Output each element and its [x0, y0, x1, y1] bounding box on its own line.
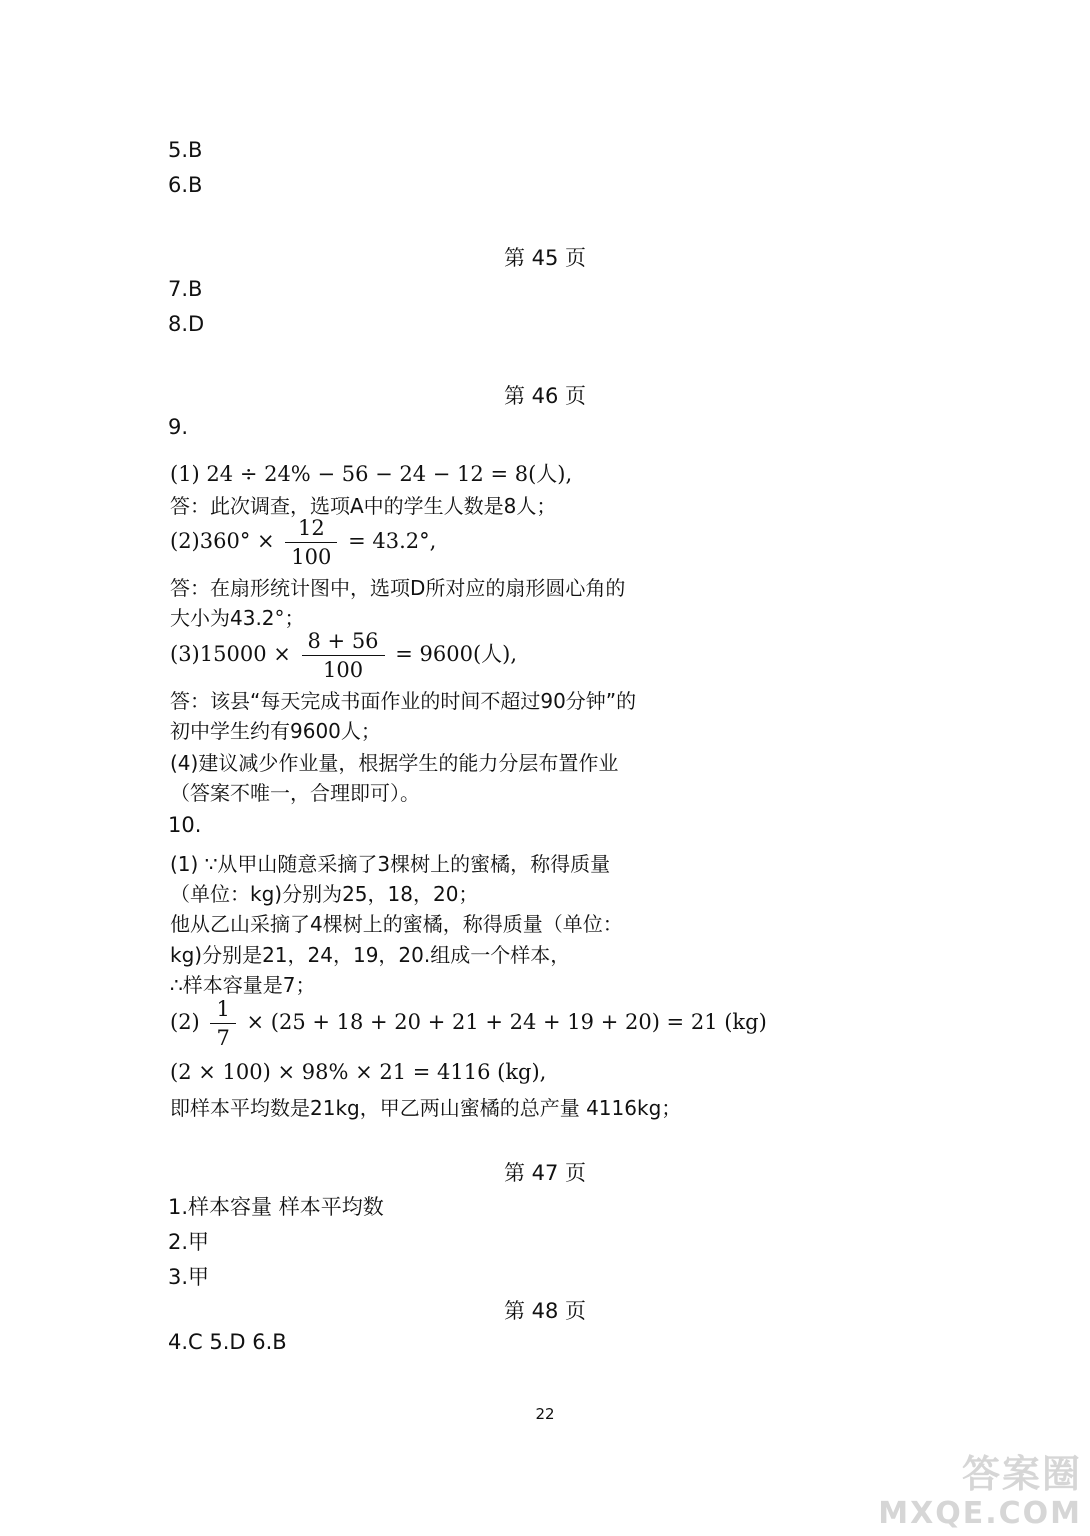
q9-line-1: (1) 24 ÷ 24% − 56 − 24 − 12 = 8(人),	[170, 462, 573, 486]
q9-line-8: 初中学生约有9600人；	[170, 719, 381, 743]
watermark-line-2: MXQE.COM	[878, 1496, 1082, 1531]
answer-8: 8.D	[168, 312, 205, 336]
q9-line-6	[170, 627, 517, 684]
q9-line-4: 答：在扇形统计图中，选项D所对应的扇形圆心角的	[170, 576, 626, 600]
q9-fraction-2	[302, 627, 385, 684]
q9-frac2-num: 8 + 56	[307, 629, 379, 653]
q9-line-2: 答：此次调查，选项A中的学生人数是8人；	[170, 494, 557, 518]
q9-line-10: （答案不唯一，合理即可）。	[170, 781, 420, 805]
answer-p48: 4.C 5.D 6.B	[168, 1330, 287, 1354]
q9-line-3	[170, 514, 436, 571]
answer-6: 6.B	[168, 173, 203, 197]
q9-frac1-num: 12	[297, 516, 325, 540]
answer-7: 7.B	[168, 277, 203, 301]
q10-line-3: 他从乙山采摘了4棵树上的蜜橘，称得质量（单位：	[170, 912, 623, 936]
q9-frac1-den: 100	[285, 542, 337, 571]
answer-p47-3: 3.甲	[168, 1265, 210, 1289]
answer-5: 5.B	[168, 138, 203, 162]
page-number: 22	[535, 1405, 555, 1423]
q10-l6-pre: (2)	[170, 1010, 200, 1034]
q10-line-2: （单位：kg)分别为25，18，20；	[170, 882, 479, 906]
question-10-label: 10.	[168, 813, 202, 837]
q10-l6-post: × (25 + 18 + 20 + 21 + 24 + 19 + 20) = 21 (kg)	[246, 1010, 767, 1034]
answer-p47-1: 1.样本容量 样本平均数	[168, 1195, 384, 1219]
q9-frac2-den: 100	[302, 655, 385, 684]
q10-line-5: ∴样本容量是7；	[170, 973, 316, 997]
q9-line-9: (4)建议减少作业量，根据学生的能力分层布置作业	[170, 751, 619, 775]
answer-p47-2: 2.甲	[168, 1230, 210, 1254]
q10-line-7: (2 × 100) × 98% × 21 = 4116 (kg),	[170, 1060, 547, 1084]
q10-line-8: 即样本平均数是21kg，甲乙两山蜜橘的总产量 4116kg；	[170, 1096, 682, 1120]
q9-line-7: 答：该县“每天完成书面作业的时间不超过90分钟”的	[170, 689, 637, 713]
watermark-line-1: 答案圈	[961, 1452, 1082, 1496]
q9-l3-pre: (2)360° ×	[170, 529, 275, 553]
q9-fraction-1	[285, 514, 337, 571]
q10-frac-num: 1	[216, 997, 230, 1021]
question-9-label: 9.	[168, 415, 189, 439]
q9-l6-pre: (3)15000 ×	[170, 642, 291, 666]
q10-line-6	[170, 995, 767, 1052]
watermark-logo	[878, 1454, 1082, 1534]
q10-line-4: kg)分别是21，24，19，20.组成一个样本，	[170, 943, 571, 967]
q9-l6-post: = 9600(人),	[395, 642, 518, 666]
q10-line-1: (1) ∵从甲山随意采摘了3棵树上的蜜橘，称得质量	[170, 852, 611, 876]
q9-l3-post: = 43.2°,	[348, 529, 437, 553]
section-title-p47: 第 47 页	[503, 1161, 587, 1185]
q9-line-5: 大小为43.2°；	[170, 606, 305, 630]
section-title-p46: 第 46 页	[503, 384, 587, 408]
q10-fraction	[210, 995, 235, 1052]
q10-frac-den: 7	[210, 1023, 235, 1052]
section-title-p45: 第 45 页	[503, 246, 587, 270]
section-title-p48: 第 48 页	[503, 1299, 587, 1323]
